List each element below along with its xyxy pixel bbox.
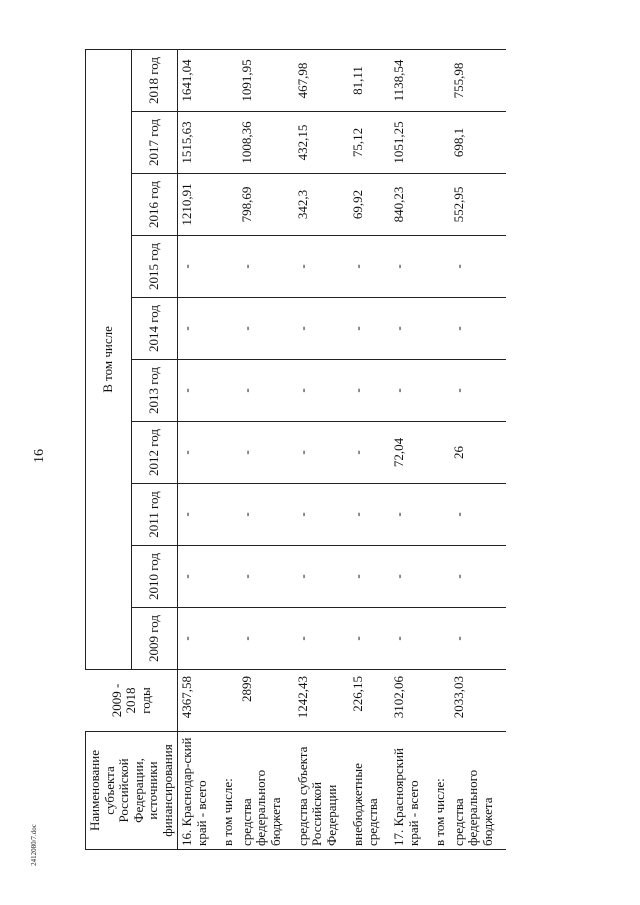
row-value (219, 112, 238, 174)
row-value: 840,23 (390, 174, 431, 236)
row-value: - (294, 236, 350, 298)
row-value: - (294, 360, 350, 422)
row-value: - (450, 484, 506, 546)
table-row (390, 49, 431, 849)
row-value: - (294, 422, 350, 484)
header-year: 2016 год (132, 174, 178, 236)
row-value: - (178, 236, 220, 298)
row-value: 75,12 (349, 112, 390, 174)
row-name: внебюджетные средства (349, 732, 390, 850)
row-value (219, 422, 238, 484)
row-value: - (450, 236, 506, 298)
row-value (431, 49, 450, 111)
row-value: 552,95 (450, 174, 506, 236)
row-value: 1210,91 (178, 174, 220, 236)
table-row (450, 49, 506, 849)
row-value (431, 546, 450, 608)
row-value (219, 608, 238, 670)
row-total (219, 670, 238, 732)
row-value: 755,98 (450, 49, 506, 111)
row-name: в том числе: (219, 732, 238, 850)
row-value: 467,98 (294, 49, 350, 111)
header-group: В том числе (86, 49, 132, 669)
row-value: 342,3 (294, 174, 350, 236)
row-value: - (178, 608, 220, 670)
row-name: 17. Красноярский край - всего (390, 732, 431, 850)
row-value (431, 174, 450, 236)
row-value (219, 360, 238, 422)
row-value (431, 608, 450, 670)
row-value: 1091,95 (238, 49, 294, 111)
table-row (219, 49, 238, 849)
row-value: - (178, 422, 220, 484)
row-value: - (294, 298, 350, 360)
row-value: - (349, 236, 390, 298)
financing-table (85, 49, 506, 850)
row-total: 3102,06 (390, 670, 431, 732)
row-value (431, 298, 450, 360)
header-year: 2017 год (132, 112, 178, 174)
row-value: - (178, 298, 220, 360)
row-value: - (450, 608, 506, 670)
header-year: 2011 год (132, 484, 178, 546)
footer-code: 2412080/7.doc (30, 824, 38, 866)
row-value: - (390, 608, 431, 670)
row-value: - (238, 360, 294, 422)
row-name: 16. Краснодар-ский край - всего (178, 732, 220, 850)
row-value: - (450, 298, 506, 360)
row-total: 2033,03 (450, 670, 506, 732)
row-value: - (390, 546, 431, 608)
row-value (431, 422, 450, 484)
row-value: - (349, 608, 390, 670)
table-row (349, 49, 390, 849)
row-value: - (294, 546, 350, 608)
row-value (431, 112, 450, 174)
row-value: - (450, 546, 506, 608)
header-year: 2014 год (132, 298, 178, 360)
header-year: 2010 год (132, 546, 178, 608)
row-value: - (390, 484, 431, 546)
row-value (431, 484, 450, 546)
row-value: - (349, 484, 390, 546)
row-value: - (178, 546, 220, 608)
row-value: - (238, 608, 294, 670)
row-value: 698,1 (450, 112, 506, 174)
row-value: - (294, 484, 350, 546)
row-value (219, 49, 238, 111)
row-value: 69,92 (349, 174, 390, 236)
row-total: 2899 (238, 670, 294, 732)
table-header (86, 49, 178, 849)
row-value: - (238, 422, 294, 484)
row-value: - (294, 608, 350, 670)
row-value (219, 298, 238, 360)
row-value: - (390, 360, 431, 422)
header-year: 2013 год (132, 360, 178, 422)
row-total: 4367,58 (178, 670, 220, 732)
table-body (178, 49, 506, 849)
page-number: 16 (32, 449, 47, 463)
row-name: средства федерального бюджета (238, 732, 294, 850)
row-value: - (349, 298, 390, 360)
row-value: 1641,04 (178, 49, 220, 111)
row-value: 1051,25 (390, 112, 431, 174)
row-value: 1138,54 (390, 49, 431, 111)
row-name: средства федерального бюджета (450, 732, 506, 850)
row-value: - (349, 360, 390, 422)
header-year: 2015 год (132, 236, 178, 298)
row-value: - (390, 298, 431, 360)
row-value: 81,11 (349, 49, 390, 111)
row-value: - (238, 484, 294, 546)
row-value: 1008,36 (238, 112, 294, 174)
row-value (219, 236, 238, 298)
header-total: 2009 - 2018 годы (86, 670, 178, 732)
row-value (219, 546, 238, 608)
rotated-table-container (85, 50, 630, 850)
row-name: в том числе: (431, 732, 450, 850)
row-value: - (178, 484, 220, 546)
row-value (431, 236, 450, 298)
header-year: 2018 год (132, 49, 178, 111)
header-year: 2009 год (132, 608, 178, 670)
table-row (294, 49, 350, 849)
row-value: - (349, 546, 390, 608)
row-value: 26 (450, 422, 506, 484)
table-row (178, 49, 220, 849)
row-value: - (450, 360, 506, 422)
row-value: 798,69 (238, 174, 294, 236)
table-row (238, 49, 294, 849)
row-total: 1242,43 (294, 670, 350, 732)
row-value (431, 360, 450, 422)
table-row (431, 49, 450, 849)
row-total: 226,15 (349, 670, 390, 732)
header-name: Наименование субъекта Российской Федерации, источники финансирования (86, 732, 178, 850)
row-value: - (238, 298, 294, 360)
header-year: 2012 год (132, 422, 178, 484)
row-value (219, 174, 238, 236)
row-value: 72,04 (390, 422, 431, 484)
row-value: - (238, 236, 294, 298)
row-value: 432,15 (294, 112, 350, 174)
row-value: - (349, 422, 390, 484)
row-total (431, 670, 450, 732)
row-name: средства субъекта Российской Федерации (294, 732, 350, 850)
row-value (219, 484, 238, 546)
row-value: - (238, 546, 294, 608)
row-value: - (178, 360, 220, 422)
row-value: - (390, 236, 431, 298)
row-value: 1515,63 (178, 112, 220, 174)
